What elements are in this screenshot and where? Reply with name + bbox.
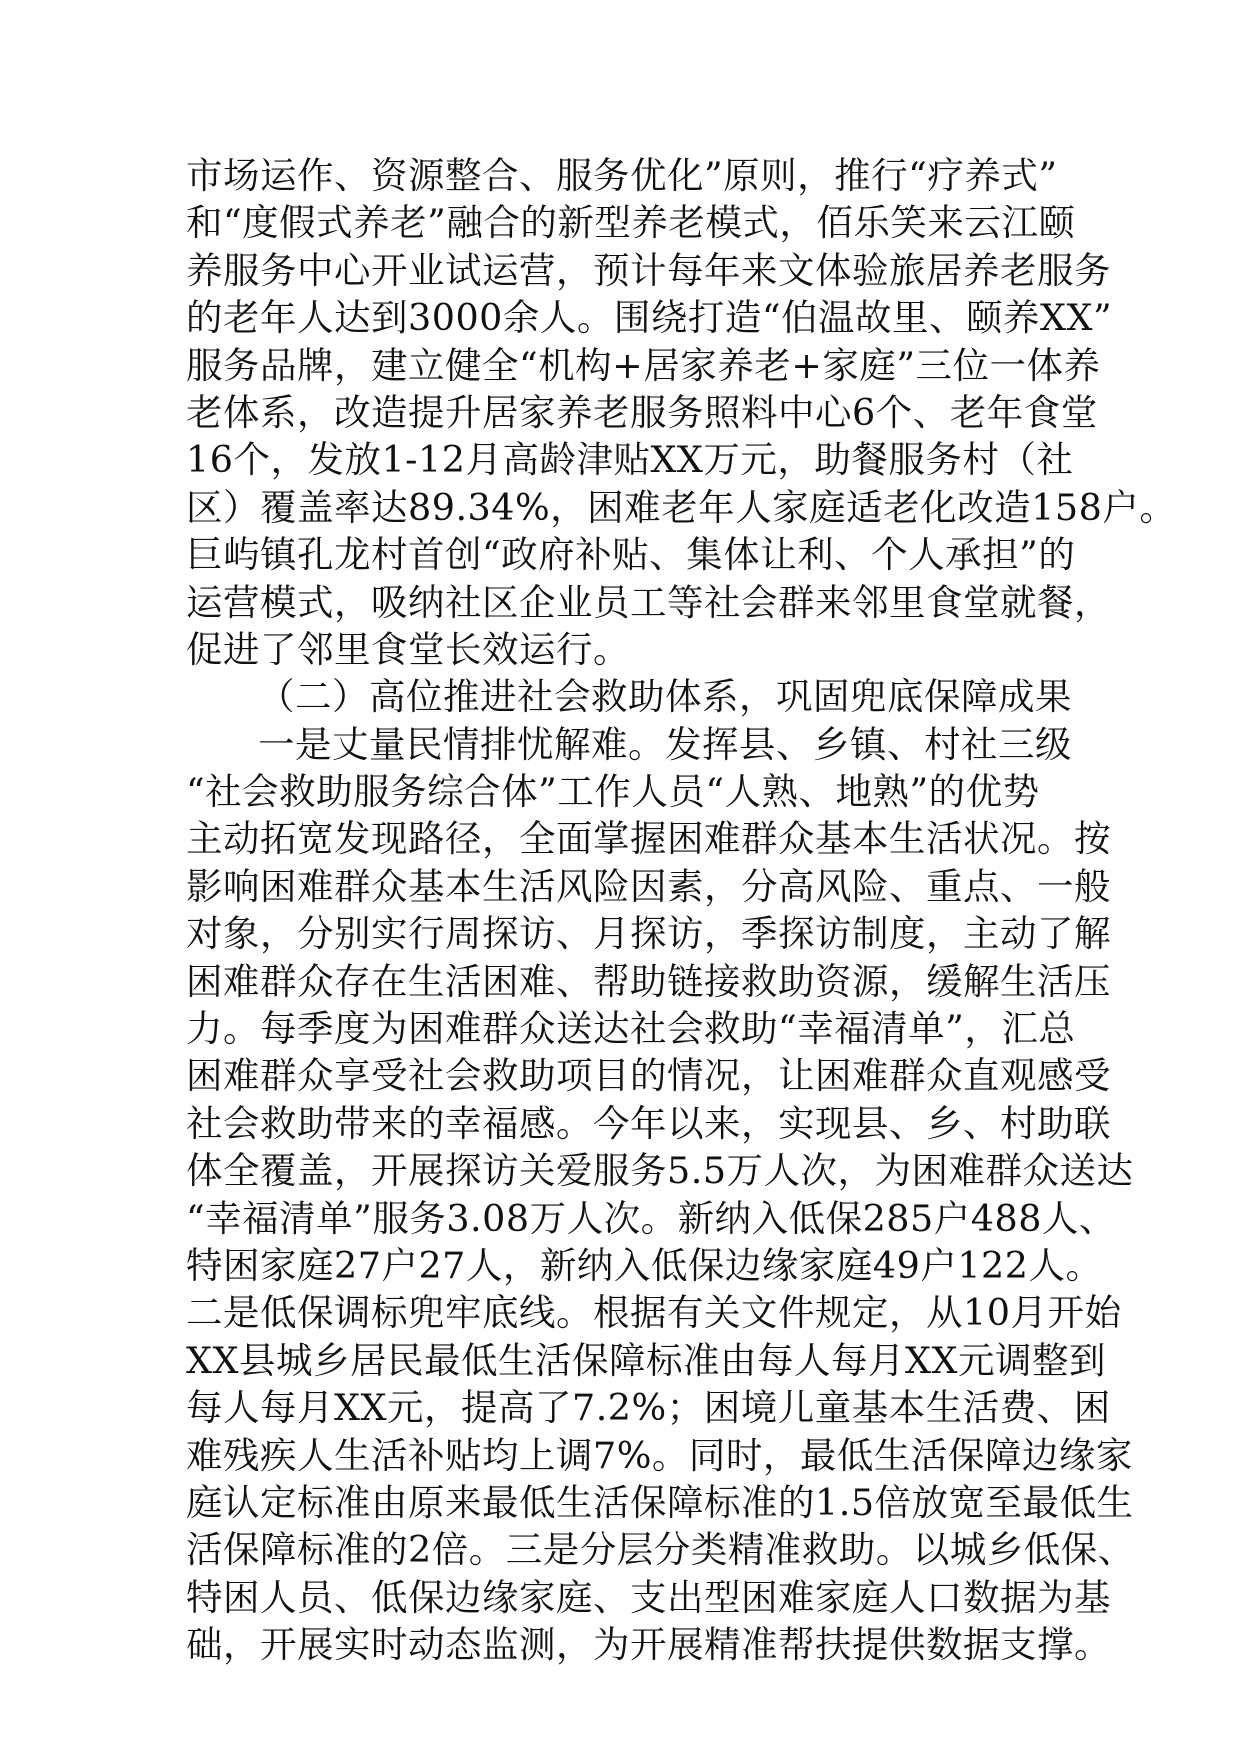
- body-line: XX县城乡居民最低生活保障标准由每人每月XX元调整到: [186, 1338, 1106, 1382]
- body-line: 服务品牌，建立健全“机构+居家养老+家庭”三位一体养: [186, 343, 1101, 387]
- paragraph-first-line: 一是丈量民情排忧解难。发挥县、乡镇、村社三级: [258, 722, 1072, 766]
- body-line: 体全覆盖，开展探访关爱服务5.5万人次，为困难群众送达: [186, 1149, 1134, 1193]
- body-line: 区）覆盖率达89.34%，困难老年人家庭适老化改造158户。: [186, 485, 1177, 529]
- body-line: 社会救助带来的幸福感。今年以来，实现县、乡、村助联: [186, 1101, 1111, 1145]
- body-line: 活保障标准的2倍。三是分层分类精准救助。以城乡低保、: [186, 1528, 1135, 1572]
- body-line: 主动拓宽发现路径，全面掌握困难群众基本生活状况。按: [186, 817, 1111, 861]
- body-line: 养服务中心开业试运营，预计每年来文体验旅居养老服务: [186, 248, 1111, 292]
- body-line: 特困家庭27户27人，新纳入低保边缘家庭49户122人。: [186, 1243, 1103, 1287]
- body-line: 的老年人达到3000余人。围绕打造“伯温故里、颐养XX”: [186, 296, 1113, 340]
- body-line: 每人每月XX元，提高了7.2%；困境儿童基本生活费、困: [186, 1386, 1111, 1430]
- body-line: “社会救助服务综合体”工作人员“人熟、地熟”的优势: [186, 770, 1040, 814]
- body-line: “幸福清单”服务3.08万人次。新纳入低保285户488人、: [186, 1196, 1116, 1240]
- body-line: 促进了邻里食堂长效运行。: [186, 627, 630, 671]
- body-line: 难残疾人生活补贴均上调7%。同时，最低生活保障边缘家: [186, 1433, 1133, 1477]
- body-line: 特困人员、低保边缘家庭、支出型困难家庭人口数据为基: [186, 1575, 1111, 1619]
- body-line: 力。每季度为困难群众送达社会救助“幸福清单”，汇总: [186, 1007, 1076, 1051]
- body-line: 困难群众存在生活困难、帮助链接救助资源，缓解生活压: [186, 959, 1111, 1003]
- body-line: 和“度假式养老”融合的新型养老模式，佰乐笑来云江颐: [186, 201, 1076, 245]
- body-line: 困难群众享受社会救助项目的情况，让困难群众直观感受: [186, 1054, 1111, 1098]
- body-line: 老体系，改造提升居家养老服务照料中心6个、老年食堂: [186, 390, 1098, 434]
- section-heading: （二）高位推进社会救助体系，巩固兜底保障成果: [258, 675, 1072, 719]
- body-line: 巨屿镇孔龙村首创“政府补贴、集体让利、个人承担”的: [186, 533, 1076, 577]
- body-line: 对象，分别实行周探访、月探访，季探访制度，主动了解: [186, 912, 1111, 956]
- body-line: 16个，发放1-12月高龄津贴XX万元，助餐服务村（社: [186, 438, 1074, 482]
- body-line: 庭认定标准由原来最低生活保障标准的1.5倍放宽至最低生: [186, 1480, 1134, 1524]
- body-line: 影响困难群众基本生活风险因素，分高风险、重点、一般: [186, 864, 1111, 908]
- body-line: 础，开展实时动态监测，为开展精准帮扶提供数据支撑。: [186, 1623, 1111, 1667]
- body-line: 二是低保调标兜牢底线。根据有关文件规定，从10月开始: [186, 1291, 1122, 1335]
- document-body: [186, 152, 1177, 1669]
- body-line: 运营模式，吸纳社区企业员工等社会群来邻里食堂就餐，: [186, 580, 1111, 624]
- body-line: 市场运作、资源整合、服务优化”原则，推行“疗养式”: [186, 154, 1058, 197]
